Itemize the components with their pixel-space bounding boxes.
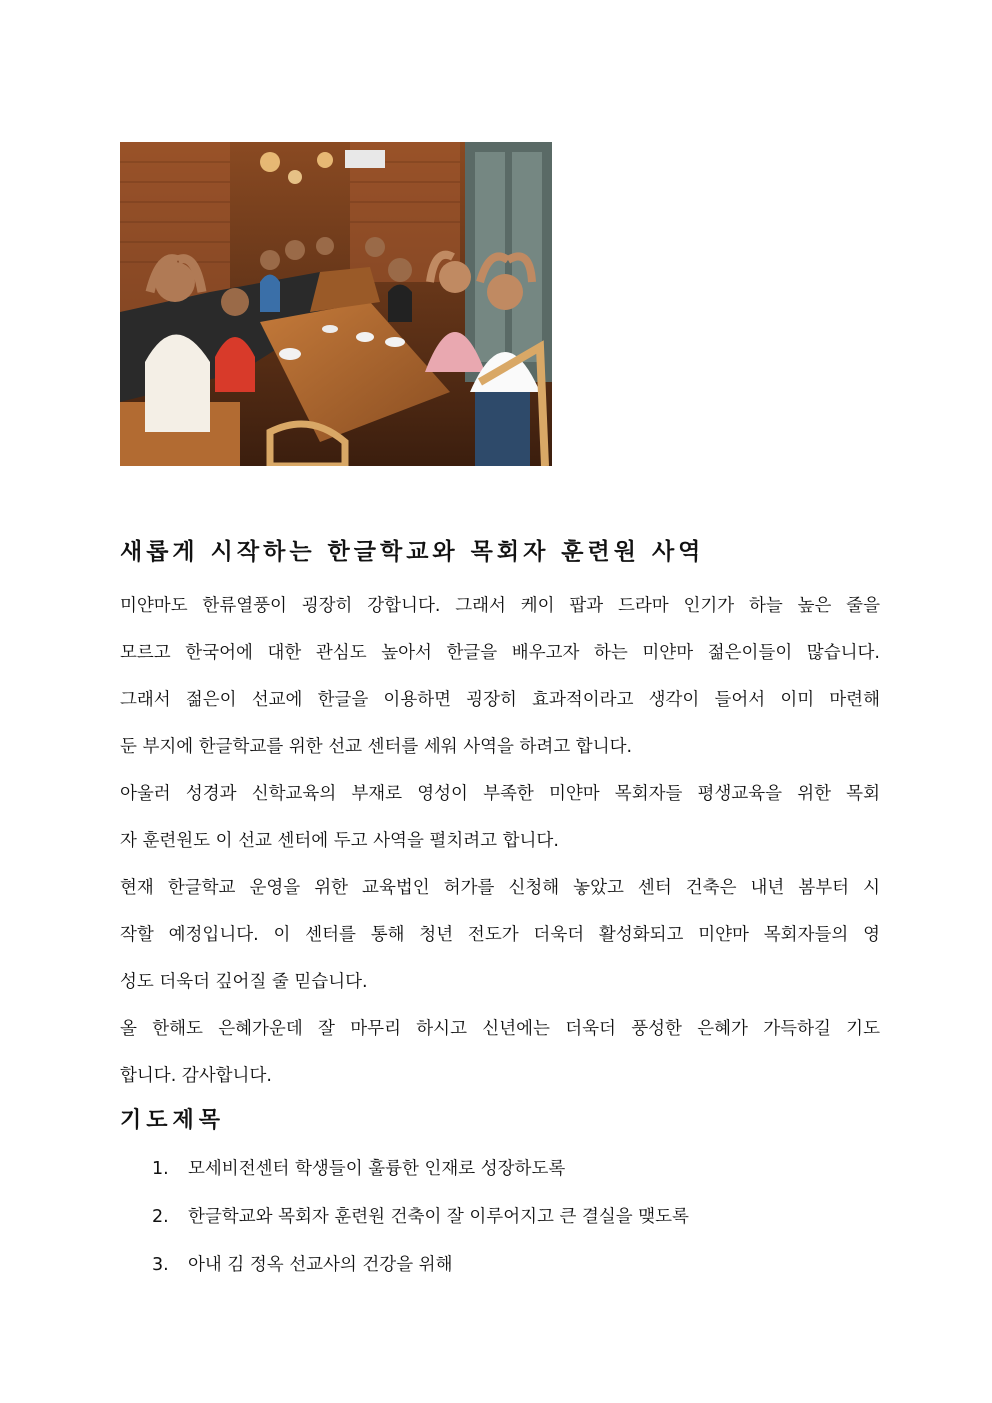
prayer-item-text: 모세비전센터 학생들이 훌륭한 인재로 성장하도록 (188, 1159, 566, 1179)
body-line: 모르고 한국어에 대한 관심도 높아서 한글을 배우고자 하는 미얀마 젊은이들이 많습니다. (120, 643, 880, 663)
prayer-item-number: 1. (152, 1159, 169, 1179)
group-photo (120, 142, 552, 466)
prayer-item-number: 2. (152, 1207, 169, 1227)
prayer-list (152, 1145, 689, 1289)
prayer-item-number: 3. (152, 1255, 169, 1275)
body-line: 자 훈련원도 이 선교 센터에 두고 사역을 펼치려고 합니다. (120, 831, 559, 851)
prayer-item-text: 한글학교와 목회자 훈련원 건축이 잘 이루어지고 큰 결실을 맺도록 (188, 1207, 689, 1227)
body-line: 아울러 성경과 신학교육의 부재로 영성이 부족한 미얀마 목회자들 평생교육을 위한 목회 (120, 784, 880, 804)
body-line: 그래서 젊은이 선교에 한글을 이용하면 굉장히 효과적이라고 생각이 들어서 이미 마련해 (120, 690, 880, 710)
body-line: 작할 예정입니다. 이 센터를 통해 청년 전도가 더욱더 활성화되고 미얀마 목회자들의 영 (120, 925, 880, 945)
section-heading: 새롭게 시작하는 한글학교와 목회자 훈련원 사역 (120, 538, 705, 565)
body-line: 미얀마도 한류열풍이 굉장히 강합니다. 그래서 케이 팝과 드라마 인기가 하늘 높은 줄을 (120, 596, 880, 616)
group-photo-illustration (120, 142, 552, 466)
prayer-item (152, 1193, 689, 1241)
body-line: 합니다. 감사합니다. (120, 1066, 272, 1086)
body-line: 둔 부지에 한글학교를 위한 선교 센터를 세워 사역을 하려고 합니다. (120, 737, 633, 757)
body-line: 현재 한글학교 운영을 위한 교육법인 허가를 신청해 놓았고 센터 건축은 내년 봄부터 시 (120, 878, 880, 898)
prayer-item-text: 아내 김 정옥 선교사의 건강을 위해 (188, 1255, 453, 1275)
body-line: 성도 더욱더 깊어질 줄 믿습니다. (120, 972, 368, 992)
prayer-title: 기도제목 (120, 1107, 226, 1133)
body-text (120, 583, 880, 1100)
body-line: 올 한해도 은혜가운데 잘 마무리 하시고 신년에는 더욱더 풍성한 은혜가 가득하길 기도 (120, 1019, 880, 1039)
prayer-item (152, 1145, 689, 1193)
prayer-item (152, 1241, 689, 1289)
